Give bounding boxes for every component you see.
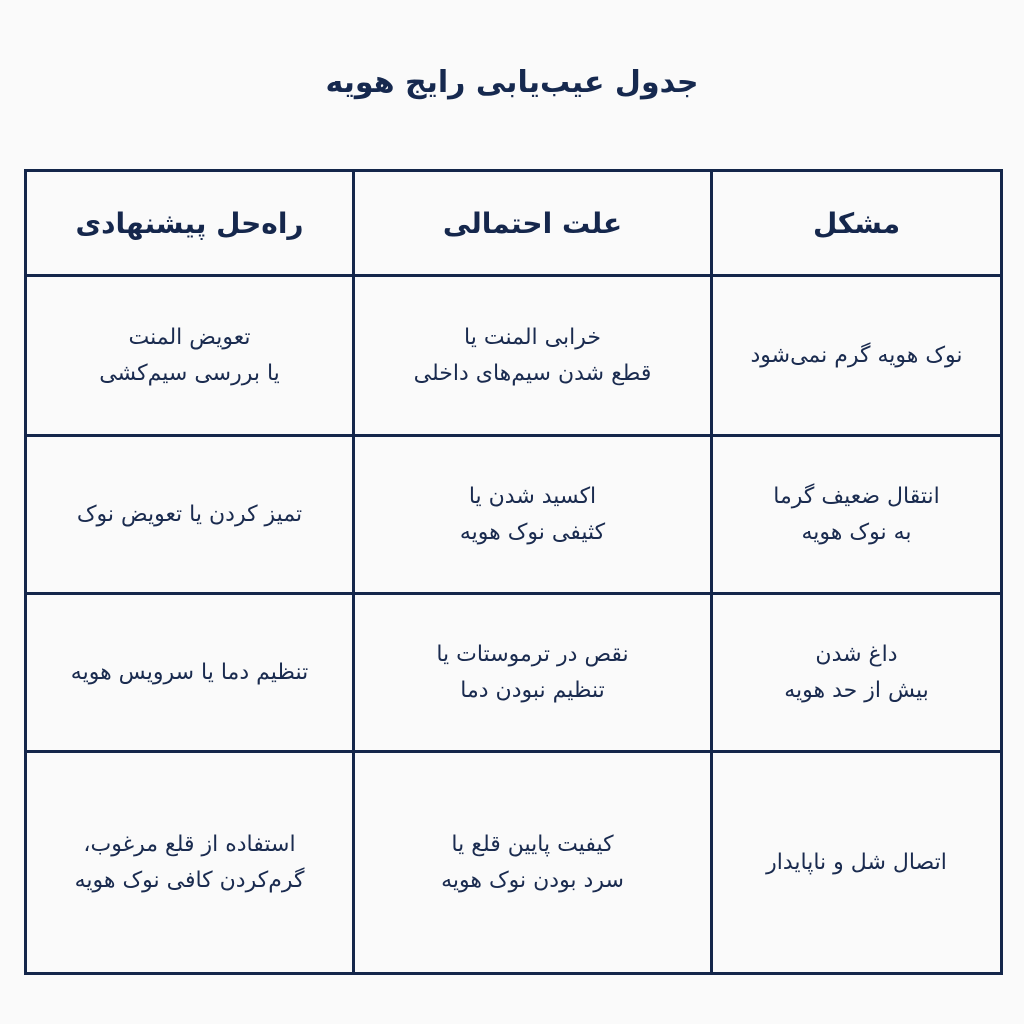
header-cause: علت احتمالی [354,171,712,276]
cell-line: به نوک هویه [801,519,912,545]
cell-solution [26,436,354,594]
cell-cause [354,276,712,436]
table-header-row [26,171,1002,276]
cell-problem [712,276,1002,436]
cell-line: انتقال ضعیف گرما [773,483,940,509]
cell-line: سرد بودن نوک هویه [441,867,624,893]
header-solution: راه‌حل پیشنهادی [26,171,354,276]
troubleshooting-table [24,169,1003,975]
header-problem: مشکل [712,171,1002,276]
cell-line: کثیفی نوک هویه [459,519,606,545]
cell-line: تنظیم دما یا سرویس هویه [70,659,309,685]
cell-line: خرابی المنت یا [464,324,601,350]
cell-solution [26,276,354,436]
cell-line: گرم‌کردن کافی نوک هویه [74,867,305,893]
cell-line: قطع شدن سیم‌های داخلی [413,360,652,386]
cell-cause [354,752,712,974]
cell-cause [354,436,712,594]
page-title: جدول عیب‌یابی رایج هویه [325,65,699,100]
table-row [26,594,1002,752]
cell-solution [26,752,354,974]
cell-line: بیش از حد هویه [784,677,929,703]
cell-cause [354,594,712,752]
cell-line: تعویض المنت [128,324,251,350]
cell-line: استفاده از قلع مرغوب، [83,831,296,857]
table-row [26,276,1002,436]
cell-line: داغ شدن [815,641,898,667]
cell-line: نقص در ترموستات یا [436,641,629,667]
cell-line: تنظیم نبودن دما [460,677,605,703]
cell-line: اتصال شل و ناپایدار [766,849,947,875]
cell-solution [26,594,354,752]
cell-line: یا بررسی سیم‌کشی [99,360,280,386]
cell-problem [712,752,1002,974]
table-row [26,436,1002,594]
cell-line: اکسید شدن یا [468,483,597,509]
cell-problem [712,436,1002,594]
table-row [26,752,1002,974]
cell-problem [712,594,1002,752]
cell-line: کیفیت پایین قلع یا [451,831,614,857]
cell-line: نوک هویه گرم نمی‌شود [750,342,963,368]
cell-line: تمیز کردن یا تعویض نوک [76,501,303,527]
